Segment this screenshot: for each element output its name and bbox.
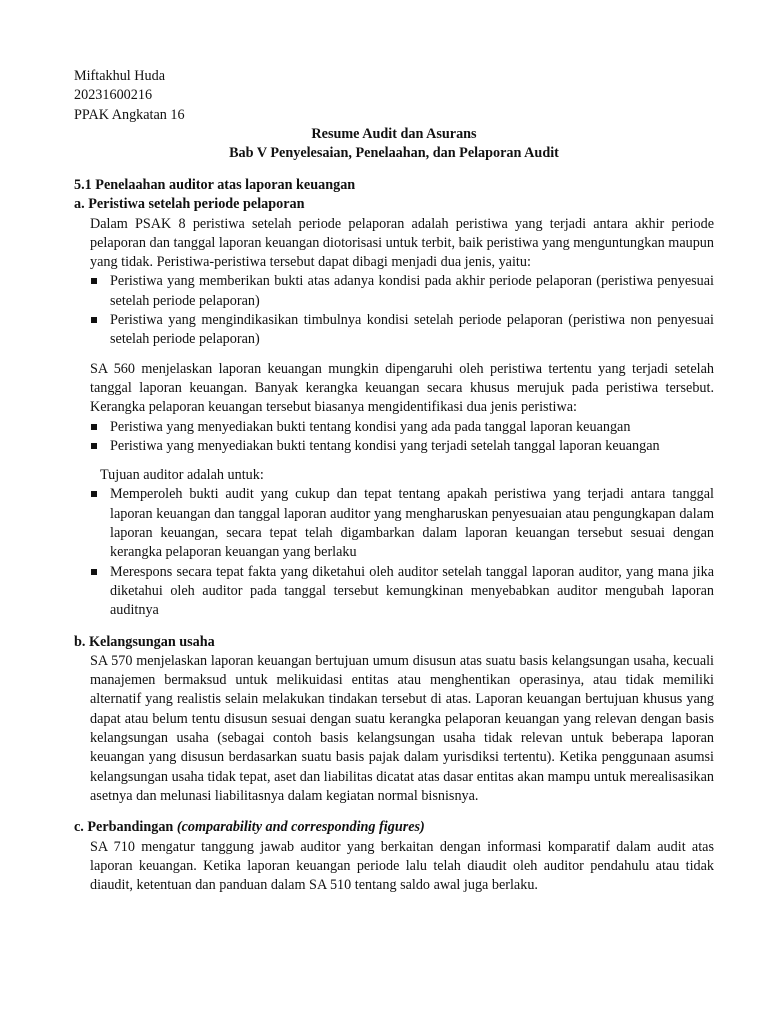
bullet-icon [91,491,97,497]
bullet-list-a-3 [90,485,714,620]
subsection-heading-b: b. Kelangsungan usaha [74,633,215,650]
list-item-text: Peristiwa yang menyediakan bukti tentang kondisi yang ada pada tanggal laporan keuangan [110,418,631,435]
author-block [74,67,185,125]
list-item [90,485,714,562]
paragraph-a-1: Dalam PSAK 8 peristiwa setelah periode pelaporan adalah peristiwa yang terjadi antara akhir periode pelaporan dan tanggal laporan keuangan diotorisasi untuk terbit, baik peristiwa yang menguntungkan maupun yang tidak. Peristiwa-peristiwa tersebut dapat dibagi menjadi dua jenis, yaitu: [90,215,714,271]
bullet-icon [91,278,97,284]
list-item-text: Memperoleh bukti audit yang cukup dan tepat tentang apakah peristiwa yang terjadi antara tanggal laporan keuangan dan tanggal laporan auditor yang mengharuskan penyesuaian atau pengungkapan dalam laporan keuangan, secara tepat telah digambarkan dalam laporan keuangan tersebut sesuai dengan kerangka pelaporan keuangan yang berlaku [110,486,714,561]
bullet-list-a-1 [90,272,714,349]
document-body [74,176,714,895]
list-item-text: Merespons secara tepat fakta yang diketahui oleh auditor setelah tanggal laporan auditor, yang mana jika diketahui oleh auditor pada tanggal tersebut kemungkinan menyebabkan auditor mengubah laporan auditnya [110,563,714,619]
section-heading-5-1: 5.1 Penelaahan auditor atas laporan keuangan [74,177,356,193]
bullet-icon [91,569,97,575]
list-item [90,272,714,311]
bullet-icon [91,443,97,449]
author-id: 20231600216 [74,87,153,104]
list-item-text: Peristiwa yang memberikan bukti atas adanya kondisi pada akhir periode pelaporan (peristiwa penyesuai setelah periode pelaporan) [110,273,714,309]
tujuan-label: Tujuan auditor adalah untuk: [100,467,264,484]
list-item [90,563,714,621]
title-line-1: Resume Audit dan Asurans [311,126,477,142]
subsection-heading-c-prefix: c. Perbandingan [74,819,177,836]
subsection-heading-c [74,818,714,837]
subsection-heading-c-italic: (comparability and corresponding figures) [176,819,425,836]
bullet-icon [91,317,97,323]
paragraph-c: SA 710 mengatur tanggung jawab auditor yang berkaitan dengan informasi komparatif dalam audit atas laporan keuangan. Ketika laporan keuangan periode lalu telah diaudit oleh auditor pendahulu atau tidak diaudit, ketentuan dan panduan dalam SA 510 tentang saldo awal juga berlaku. [90,838,714,894]
bullet-list-a-2 [90,418,714,457]
document-title [74,125,714,164]
list-item [90,311,714,350]
list-item-text: Peristiwa yang menyediakan bukti tentang kondisi yang terjadi setelah tanggal laporan keuangan [110,437,660,454]
paragraph-a-2: SA 560 menjelaskan laporan keuangan mungkin dipengaruhi oleh peristiwa tertentu yang terjadi setelah tanggal laporan keuangan. Banyak kerangka keuangan secara khusus merujuk pada peristiwa tersebut. Kerangka pelaporan keuangan tersebut biasanya mengidentifikasi dua jenis peristiwa: [90,360,714,416]
author-program: PPAK Angkatan 16 [74,106,185,123]
list-item [90,437,714,456]
list-item-text: Peristiwa yang mengindikasikan timbulnya kondisi setelah periode pelaporan (peristiwa non penyesuai setelah periode pelaporan) [110,312,714,348]
subsection-heading-a: a. Peristiwa setelah periode pelaporan [74,196,305,213]
paragraph-b: SA 570 menjelaskan laporan keuangan bertujuan umum disusun atas suatu basis kelangsungan usaha, kecuali manajemen bermaksud untuk melikuidasi entitas atau menghentikan operasinya, atau tidak memiliki alternatif yang realistis selain melakukan tindakan tersebut di atas. Laporan keuangan bertujuan khusus yang dapat atau belum tentu disusun sesuai dengan suatu kerangka pelaporan keuangan yang relevan dengan basis kelangsungan usaha (sebagai contoh basis kelangsungan usaha tidak relevan untuk beberapa laporan keuangan yang disusun berdasarkan suatu basis pajak dalam yurisdiksi tertentu). Ketika penggunaan asumsi kelangsungan usaha tidak tepat, aset dan liabilitas dicatat atas dasar entitas akan mampu untuk merealisasikan asetnya dan melunasi liabilitasnya dalam kegiatan normal bisnisnya. [90,652,714,804]
author-name: Miftakhul Huda [74,68,166,84]
title-line-2: Bab V Penyelesaian, Penelaahan, dan Pelaporan Audit [229,145,559,162]
list-item [90,418,714,437]
bullet-icon [91,424,97,430]
